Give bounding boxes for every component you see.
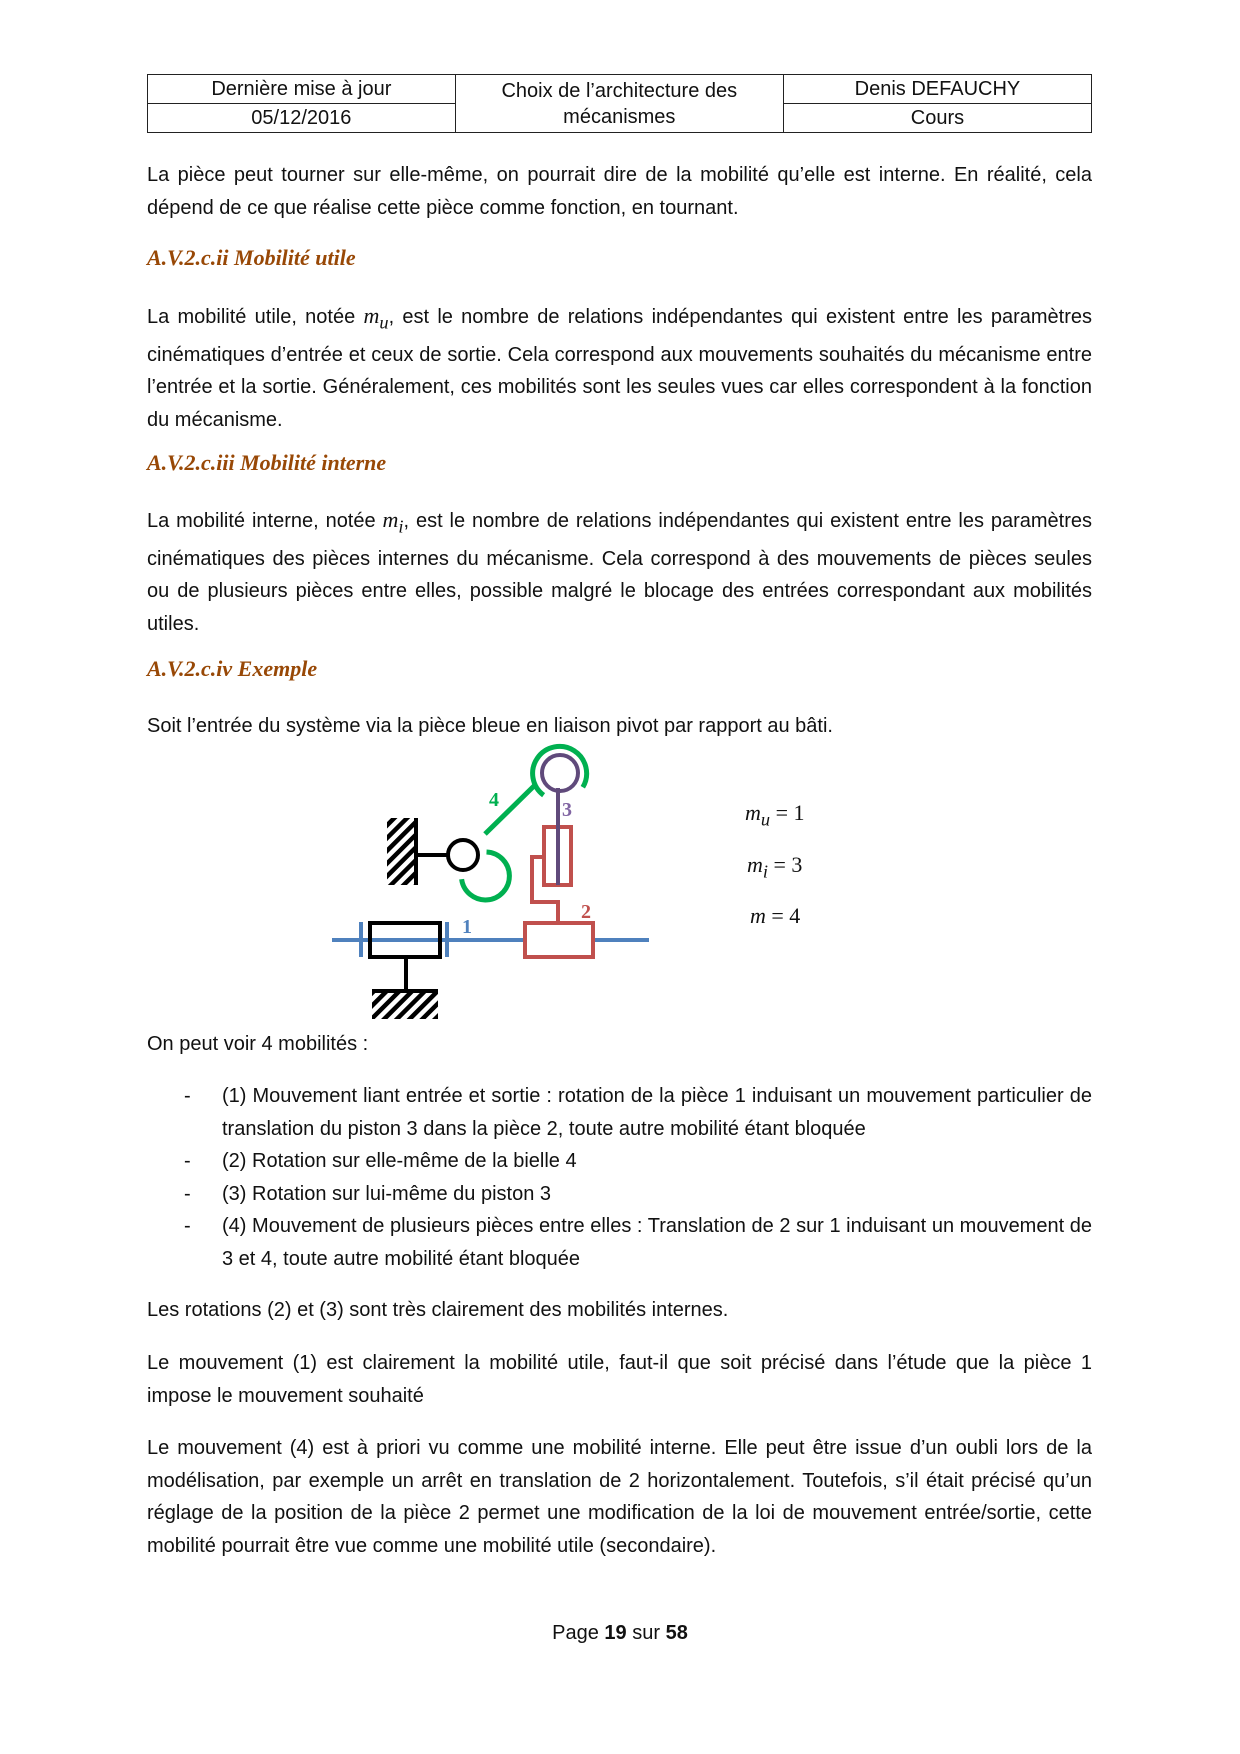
list-item: - (4) Mouvement de plusieurs pièces entre elles : Translation de 2 sur 1 induisant un mouvement de 3 et 4, toute autre mobilité étant bloquée [184, 1215, 1092, 1270]
ground-hatch [372, 993, 438, 1019]
page-total: 58 [665, 1622, 688, 1644]
equation-mi: $m_i = 3$ [747, 852, 803, 882]
heading-exemple: A.V.2.c.iv Exemple [147, 656, 318, 681]
label-part-4: 4 [489, 789, 499, 811]
heading-mobilite-interne: A.V.2.c.iii Mobilité interne [147, 450, 387, 475]
mobilities-intro: On peut voir 4 mobilités : [147, 1033, 369, 1055]
slider-2 [525, 923, 593, 957]
page-footer: Page 19 sur 58 [552, 1622, 688, 1644]
pivot-circle-frame [448, 840, 478, 870]
heading-mobilite-utile: A.V.2.c.ii Mobilité utile [147, 245, 356, 270]
math-symbol: $m_i$ [382, 507, 404, 537]
label-part-2: 2 [581, 901, 591, 923]
mobilities-list [147, 1080, 1092, 1275]
text: La mobilité interne, notée [147, 510, 383, 532]
text: , est le nombre de relations indépendantes qui existent entre les paramètres cinématiques des pièces internes du mécanisme. Cela correspond à des mouvements de pièces seules ou de plusieurs pièces entre elles, possible malgré le blocage des entrées correspondant aux mobilités utiles. [147, 510, 1092, 635]
pivot-arc-4 [455, 847, 519, 910]
ground-hatch-wall [387, 818, 414, 885]
example-intro: Soit l’entrée du système via la pièce bleue en liaison pivot par rapport au bâti. [147, 715, 833, 737]
last-update-label: Dernière mise à jour [148, 75, 456, 104]
intro-text: La pièce peut tourner sur elle-même, on pourrait dire de la mobilité qu’elle est interne. En réalité, cela dépend de ce que réalise cette pièce comme fonction, en tournant. [147, 164, 1092, 219]
equation-m: m = 4 [750, 903, 801, 928]
list-item: - (1) Mouvement liant entrée et sortie : rotation de la pièce 1 induisant un mouvement particulier de translation du piston 3 dans la pièce 2, toute autre mobilité étant bloquée [184, 1085, 1092, 1140]
equation-mu: $m_u = 1$ [745, 800, 805, 830]
document-title: Choix de l’architecture des mécanismes [455, 75, 783, 133]
paragraph-movement-4: Le mouvement (4) est à priori vu comme une mobilité interne. Elle peut être issue d’un oubli lors de la modélisation, par exemple un arrêt en translation de 2 horizontalement. Toutefois, s’il était précisé qu’un réglage de la position de la pièce 2 permet une modification de la loi de mouvement entrée/sortie, cette mobilité pourrait être vue comme une mobilité utile (secondaire). [147, 1437, 1092, 1557]
update-date: 05/12/2016 [148, 104, 456, 133]
list-item: - (3) Rotation sur lui-même du piston 3 [184, 1182, 552, 1205]
paragraph-movement-1: Le mouvement (1) est clairement la mobilité utile, faut-il que soit précisé dans l’étude que la pièce 1 impose le mouvement souhaité [147, 1352, 1092, 1407]
page-number: 19 [604, 1622, 627, 1644]
label-part-3: 3 [562, 799, 572, 821]
list-item: - (2) Rotation sur elle-même de la bielle 4 [184, 1150, 577, 1172]
piston-3-circle [542, 755, 578, 791]
paragraph-rotations: Les rotations (2) et (3) sont très clairement des mobilités internes. [147, 1299, 729, 1321]
text: , est le nombre de relations indépendantes qui existent entre les paramètres cinématiques d’entrée et ceux de sortie. Cela correspond aux mouvements souhaités du mécanisme entre l’entrée et la sortie. Généralement, ces mobilités sont les seules vues car elles correspondent à la fonction du mécanisme. [147, 306, 1093, 431]
document-type: Cours [783, 104, 1091, 133]
text: La mobilité utile, notée [147, 306, 364, 328]
author: Denis DEFAUCHY [783, 75, 1091, 104]
math-symbol: $m_u$ [363, 303, 389, 333]
label-part-1: 1 [462, 916, 472, 938]
